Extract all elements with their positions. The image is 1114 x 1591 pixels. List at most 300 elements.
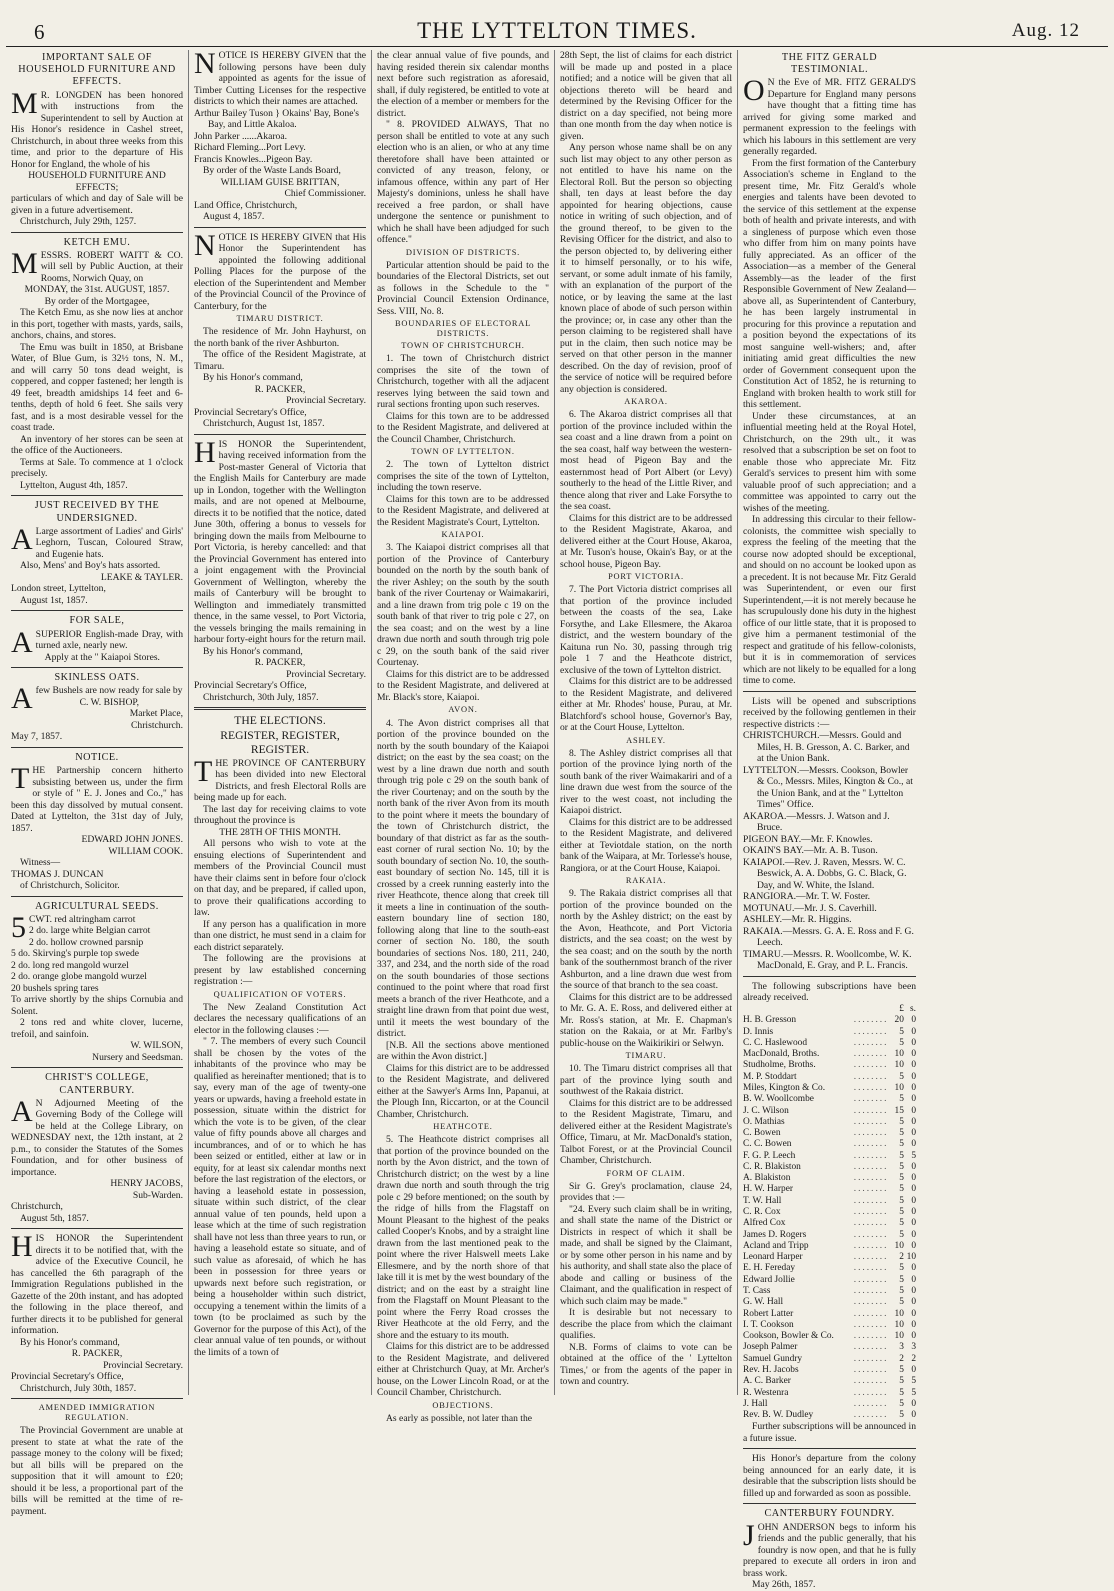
table-row [743,1342,916,1353]
oats-ad [11,672,183,743]
table-row [743,1399,916,1410]
ad-heading: IMPORTANT SALE OF HOUSEHOLD FURNITURE AND EFFECTS. [18,52,176,88]
divider [11,232,183,233]
list-item: LYTTELTON.—Messrs. Cookson, Bowler & Co., Messrs. Miles, Kington & Co., at the Union Bank, and at the " Lyttelton Times" Office. [743,764,913,811]
article-subheading: TOWN OF LYTTELTON. [411,447,515,457]
article-body: Sir G. Grey's proclamation, clause 24, provides that :— [560,1180,732,1204]
article-center-line: THE 28TH OF THIS MONTH. [219,826,341,838]
divider [743,976,916,977]
list-item: John Parker ......Akaroa. [194,130,287,142]
list-item: TIMARU.—Messrs. R. Woollcombe, W. K. MacDonald, E. Gray, and P. L. Francis. [743,948,912,972]
subscriber-name: A. C. Barker [743,1376,791,1387]
page-number: 6 [34,20,45,44]
shillings-value: 0 [911,1331,916,1342]
ad-office: Provincial Secretary's Office, [194,680,307,692]
article-body: Lists will be opened and subscriptions received by the following gentlemen in their respective districts :— [743,695,916,730]
pounds-value: 10 [894,1049,904,1060]
ad-signature: Sub-Warden. [132,1189,183,1201]
article-subheading: PORT VICTORIA. [608,572,684,582]
ad-body: N Adjourned Meeting of the Governing Body of the College will be held at the College Library, on WEDNESDAY next, the 12th instant, at 2 p.m., to consider the Statutes of the Somes Foundation, and for other business of importance. [11,1097,183,1178]
ad-body: HE Partnership concern hitherto subsisting between us, under the firm or style of " E. J. Jones and Co.," has been this day dissolved by mutual consent. Dated at Lyttelton, the 31st day of July, 1857. [11,765,183,834]
ad-date: May 7, 1857. [11,731,63,743]
list-item: CHRISTCHURCH.—Messrs. Gould and Miles, H. B. Gresson, A. C. Barker, and at the Union Bank. [743,730,910,765]
subscriber-name: Leonard Harper [743,1252,803,1263]
subscriber-name: T. W. Hall [743,1195,782,1206]
table-row [743,1027,916,1038]
column-2 [189,47,372,1395]
leader-dots: ........ [853,1364,889,1375]
ad-body: The Provincial Government are unable at present to state at what the rate of the passage money to the colony will be fixed; but all bills will be prepared on the supposition that it will amount to £20; should it be less, a proportional part of the bills will be remitted at the time of re-payment. [11,1425,183,1517]
article-subheading: AVON. [448,705,478,715]
ad-heading: SKINLESS OATS. [54,672,140,684]
divider [743,1503,916,1504]
ad-body: OHN ANDERSON begs to inform his friends and the public generally, that his foundry is now open, and that he is fully prepared to execute all orders in iron and brass work. [743,1521,916,1579]
list-item: OKAIN'S BAY.—Mr. A. B. Tuson. [743,845,878,857]
leader-dots: ........ [853,1015,889,1026]
ad-signature: Nursery and Seedsman. [92,1051,183,1063]
drop-cap: M [11,86,38,120]
foundry-ad [743,1508,916,1590]
list-item: RANGIORA.—Mr. T. W. Foster. [743,891,871,903]
ad-signature: C. W. BISHOP, [79,696,140,708]
pounds-value: 5 [899,1410,904,1421]
article-body: HE PROVINCE OF CANTERBURY has been divided into new Electoral Districts, and fresh Electoral Rolls are being made up for each. [194,757,366,804]
table-row [743,1072,916,1083]
leader-dots: ........ [853,1049,889,1060]
shillings-value: 0 [911,1410,916,1421]
subscriber-name: Alfred Cox [743,1218,786,1229]
article-body: Claims for this district are to be addressed to the Resident Magistrate, and delivered either at Mr. Rhodes' house, Purau, at Mr. Blatchford's school house, Governor's Bay, or at the Court House, Lyttelton. [560,676,732,734]
pounds-value: 5 [899,1139,904,1150]
list-item: Richard Fleming...Port Levy. [194,142,306,153]
subscriber-name: Robert Latter [743,1308,794,1319]
ad-signature: EDWARD JOHN JONES. [81,834,183,846]
subscriber-name: Joseph Palmer [743,1342,798,1353]
table-row [743,1184,916,1195]
leader-dots: ........ [853,1286,889,1296]
shillings-value: 0 [911,1071,916,1082]
subscriber-name: E. H. Fereday [743,1263,796,1274]
ad-body: Apply at the " Kaiapoi Stores. [44,651,160,663]
leader-dots: ........ [853,1308,889,1319]
article-body: [N.B. All the sections above mentioned are within the Avon district.] [377,1039,549,1063]
subscriber-name: J. Hall [743,1398,768,1409]
leader-dots: ........ [853,1026,889,1037]
article-body: " 7. The members of every such Council shall be chosen by the votes of the inhabitants of the province who may be qualified as hereinafter mentioned; that is to say, every man of the age of twenty-one years or upwards, having a freehold estate in possession, situate within the district for which the vote is to be given, of the clear value of fifty pounds above all charges and incumbrances, and of or to which he has been seized or entitled, either at law or in equity, for at least six calendar months next before the last registration of the electors, or having a leasehold estate in possession, situate within such district, of the clear annual value of ten pounds, held upon a lease which at the time of such registration shall have not less than three years to run, or having a leasehold estate so situate, and of such value as aforesaid, of which he has been in possession for three years or upwards next before such registration, or being a householder within such district, occupying a tenement within the limits of a town (to be proclaimed as such by the Governor for the purpose of this Act), of the clear annual value of ten pounds, or without the limits of a town of [194,1036,366,1358]
drop-cap: O [743,74,765,108]
ad-body: IS HONOR the Superintendent directs it to be notified that, with the advice of the Executive Council, he has cancelled the 6th paragraph of the Immigration Regulations published in the Gazette of the 20th instant, and has adopted the following in the place thereof, and further directs it to be published for general information. [11,1233,183,1337]
ad-body: An inventory of her stores can be seen at the office of the Auctioneers. [11,433,183,457]
table-row [743,1038,916,1049]
ad-body: Terms at Sale. To commence at 1 o'clock precisely. [11,456,183,480]
leader-dots: ........ [853,1376,889,1387]
article-body: In addressing this circular to their fellow-colonists, the committee wish specially to express the feeling of the meeting that the course now adopted should be exceptional, and should on no account be looked upon as a precedent. It is not because Mr. Fitz Gerald was Superintendent, or even our first Superintendent,—it is not merely because he has scrupulously done his duty in the highest office of our little state, that it is proposed to give him a permanent testimonial of the respect and gratitude of his fellow-colonists, but it is in commemoration of services which are not likely to be equalled for a long time to come. [743,514,916,687]
shillings-value: 0 [911,1139,916,1150]
subscriptions-table [743,1004,916,1421]
ad-office: Land Office, Christchurch, [194,199,298,211]
divider [11,896,183,897]
divider [11,610,183,611]
leader-dots: ........ [853,1150,889,1161]
table-row [743,1162,916,1173]
ad-body: SUPERIOR English-made Dray, with turned axle, nearly new. [35,628,183,652]
table-row [743,1286,916,1297]
article-body: " 8. PROVIDED ALWAYS, That no person shall be entitled to vote at any such election who is an alien, or who at any time theretofore shall have been attainted or convicted of any treason, felony, or infamous offence, within any part of Her Majesty's dominions, unless he shall have received a free pardon, or shall have undergone the sentence or punishment to which he shall have been adjudged for such offence." [377,119,549,245]
subscriber-name: A. Blakiston [743,1173,791,1184]
table-header-row [743,1004,916,1015]
table-row [743,1331,916,1342]
article-body: The following subscriptions have been already received. [743,980,916,1004]
leader-dots: ........ [853,1353,889,1364]
article-body: the clear annual value of five pounds, and having resided therein six calendar months next before such registration as aforesaid, shall, if duly registered, be entitled to vote at the election of a member or members for the district. [377,50,549,119]
ad-date: Christchurch, August 1st, 1857. [203,418,325,430]
ad-signature: Chief Commissioner. [284,188,366,199]
article-body: The following are the provisions at present by law established concerning registration :— [194,953,366,988]
pounds-value: 10 [894,1308,904,1319]
divider [11,747,183,748]
table-row [743,1376,916,1387]
ad-signature: LEAKE & TAYLER. [100,571,183,583]
divider [11,495,183,496]
agent-list [194,108,366,166]
leader-dots: ........ [853,1105,889,1116]
article-body: Claims for this district are to be addressed to the Resident Magistrate, and delivered at Mr. Black's store, Kaiapoi. [377,668,549,703]
article-subheading: OBJECTIONS. [432,1400,494,1410]
drop-cap: A [11,522,33,556]
article-subheading: QUALIFICATION OF VOTERS. [213,989,347,999]
subscriber-name: C. R. Blakiston [743,1161,801,1172]
ad-address: Christchurch. [131,719,183,731]
subscriber-name: J. C. Wilson [743,1105,789,1116]
drop-cap: M [11,246,38,280]
subscriber-name: F. G. P. Leech [743,1150,796,1161]
pounds-value: 5 [899,1387,904,1398]
timber-licence-notice [194,47,366,223]
ad-witness-of: of Christchurch, Solicitor. [20,880,120,892]
ad-signature: W. WILSON, [130,1040,183,1052]
ad-body: 2 tons red and white clover, lucerne, trefoil, and sainfoin. [11,1017,183,1040]
divider [11,1228,183,1229]
table-row [743,1309,916,1320]
leader-dots: ........ [853,1342,889,1353]
shillings-value: 0 [911,1116,916,1127]
leader-dots: ........ [853,1128,889,1139]
ad-body: OTICE IS HEREBY GIVEN that His Honor the Superintendent has appointed the following additional Polling Places for the purpose of the election of the Superintendent and Member of the Provincial Council of the Province of Canterbury, for the [194,231,366,312]
article-body: 28th Sept, the list of claims for each district will be made up and posted in a place notified; and a notice will be given that all objections thereto will be heard and determined by the Revising Officer for the district on a day specified, not being more than one month from the day when notice is given. [560,50,732,142]
ad-heading: FOR SALE, [69,615,125,627]
leader-dots: ........ [853,1274,889,1285]
ad-body: To arrive shortly by the ships Cornubia and Solent. [11,994,183,1017]
ad-heading: NOTICE. [75,751,119,763]
leader-dots: ........ [853,1161,889,1172]
table-row [743,1128,916,1139]
ad-date: May 26th, 1857. [752,1579,816,1591]
leader-dots: ........ [853,1252,889,1263]
pounds-value: 10 [894,1060,904,1071]
ad-body: OTICE IS HEREBY GIVEN that the following persons have been duly appointed as agents for the issue of Timber Cutting Licenses for the respective districts to which their names are attached. [194,50,366,107]
immigration-notice [11,1230,183,1394]
shillings-value: 0 [911,1274,916,1285]
pounds-value: 10 [894,1082,904,1093]
subscriber-name: B. W. Woollcombe [743,1094,814,1105]
subscriber-name: Samuel Gundry [743,1353,803,1364]
shillings-value: 0 [911,1105,916,1116]
pounds-value: 5 [899,1116,904,1127]
article-body: 6. The Akaroa district comprises all that portion of the province included within the sea coast and a line drawn from a point on the sea coast, half way between the western-most head of Pigeon Bay and the easternmost head of Port Albert (or Levy) southerly to the head of the Little River, and thence along that river and Lake Forsythe to the sea coast. [560,409,732,513]
shillings-value: 0 [911,1184,916,1195]
article-subheading: TOWN OF CHRISTCHURCH. [401,341,525,351]
column-4 [555,50,738,1395]
ad-center-line: HOUSEHOLD FURNITURE AND EFFECTS; [28,170,166,193]
pounds-value: 5 [899,1184,904,1195]
table-row [743,1173,916,1184]
article-body: The last day for receiving claims to vote throughout the province is [194,803,366,827]
drop-cap: N [194,228,216,262]
article-body: The New Zealand Constitution Act declares the necessary qualifications of an elector in the following clauses :— [194,1001,366,1036]
ad-body: R. LONGDEN has been honored with instructions from the Superintendent to sell by Auction at His Honor's residence in Cashel street, Christchurch, in about three weeks from this time, and prior to the departure of His Honor for England, the whole of his [11,89,183,170]
shillings-value: 0 [911,1195,916,1206]
leader-dots: ........ [853,1398,889,1409]
ad-heading: AMENDED IMMIGRATION REGULATION. [38,1403,156,1423]
ad-address: Market Place, [129,708,183,720]
list-item: 20 bushels spring tares [11,982,99,994]
ad-by: By his Honor's command, [203,372,303,384]
article-body: Claims for this town are to be addressed to the Resident Magistrate, and delivered at the Council Chamber, Christchurch. [377,410,549,445]
subscriber-name: Rev. H. Jacobs [743,1364,799,1375]
shillings-value: 0 [911,1218,916,1229]
article-heading: REGISTER, REGISTER, REGISTER. [220,728,340,756]
subscriber-name: C. C. Bowen [743,1139,792,1150]
subscriber-name: H. W. Harper [743,1184,793,1195]
pounds-value: 5 [899,1161,904,1172]
article-body: 4. The Avon district comprises all that portion of the province bounded on the north by the south boundary of the Kaiapoi district; on the east by the sea coast; on the west by a line drawn due north and south through trig pole c 29 on the south bank of the river Courtenay; and on the south by the north bank of the river Avon from its mouth to the point where it meets the boundary of the town of Christchurch district, the boundary of that district as far as the south-east corner of rural section No. 10; by the south boundary of section No. 10, the south-east boundary of section No. 145, till it is crossed by a creek running easterly into the river Heathcote, thence along that creek till it meets a line in continuation of the south-eastern boundary line of section 180, following along that line to the south-east corner of section No. 180, the south boundaries of sections Nos. 180, 211, 240, 337, and 234, and the north side of the road on the south boundaries of those sections continued to the point where that road first meets a branch of the river Heathcote, and a straight line drawn from that point due west, until it meets the west boundary of the district. [377,717,549,1040]
columns [6,47,1108,1591]
table-row [743,1320,916,1331]
column-5 [738,50,921,1591]
leader-dots: ........ [853,1410,889,1421]
subscriber-name: O. Mathias [743,1116,785,1127]
ad-by: By his Honor's command, [20,1336,120,1348]
shillings-value: 0 [911,1049,916,1060]
ad-heading: AGRICULTURAL SEEDS. [35,900,159,912]
subscriber-name: Rev. B. W. Dudley [743,1410,814,1421]
pounds-value: 5 [899,1094,904,1105]
ad-date: August 1st, 1857. [20,594,88,606]
list-item: 5 do. Skirving's purple top swede [11,948,140,960]
list-item: AKAROA.—Messrs. J. Watson and J. Bruce. [743,810,890,834]
article-body: If any person has a qualification in more than one district, he must send in a claim for each district separately. [194,918,366,953]
shillings-value: 0 [911,1173,916,1184]
pounds-value: 2 [899,1353,904,1364]
ad-signature: Provincial Secretary. [286,668,366,680]
shillings-value: 3 [911,1342,916,1353]
leader-dots: ........ [853,1071,889,1082]
drop-cap: T [194,754,213,788]
ad-signature: HENRY JACOBS, [110,1178,183,1190]
ad-signature: R. PACKER, [254,383,306,395]
list-item: Arthur Bailey Tuson } Okains' Bay, Bone's Bay, and Little Akaloa. [194,107,359,130]
ketch-emu-ad [11,237,183,492]
article-body: Any person whose name shall be on any such list may object to any other person as not entitled to have his name on the Electoral Roll. But the person so objecting shall, ten days at least before the day appointed for hearing objections, cause notice in writing of such objection, and of the ground thereof, to be given to the Revising Officer for the district, and also to the person objected to, by delivering either it to himself personally, or to his wife, servant, or some adult inmate of his family, with an explanation of the purport of the notice, or by leaving the same at the last known place of abode of such person within the province; or, in case any other than the person claiming to be registered shall have put in the claim, then such notice may be served on that other person in the manner described. On the day of revision, proof of the service of notice will be required before any objection is considered. [560,142,732,395]
ad-body: particulars of which and day of Sale will be given in a future advertisement. [11,193,183,216]
leader-dots: ........ [853,1297,889,1308]
pounds-value: 5 [899,1195,904,1206]
article-body: Claims for this town are to be addressed to the Resident Magistrate, and delivered at the Resident Magistrate's Court, Lyttelton. [377,493,549,528]
list-item: 2 do. long red mangold wurzel [11,959,129,971]
leader-dots: ........ [853,1331,889,1342]
ad-witness: Witness— [20,857,61,869]
leader-dots: ........ [853,1229,889,1240]
article-subheading: FORM OF CLAIM. [606,1168,686,1178]
subscriber-name: Miles, Kington & Co. [743,1082,826,1093]
article-heading: THE FITZ GERALD TESTIMONIAL. [781,52,878,76]
subscriber-name: R. Westenra [743,1387,789,1398]
list-item: KAIAPOI.—Rev. J. Raven, Messrs. W. C. Beswick, A. A. Dobbs, G. C. Black, G. Day, and W. White, the Island. [743,856,907,891]
pounds-value: 5 [899,1297,904,1308]
ad-body: Large assortment of Ladies' and Girls' Leghorn, Tuscan, Coloured Straw, and Eugenie hats. [35,525,183,560]
article-subheading: RAKAIA. [625,876,667,886]
issue-date: Aug. 12 [1011,20,1080,41]
article-subheading: HEATHCOTE. [433,1122,493,1132]
article-subheading: KAIAPOI. [441,530,485,540]
article-subheading: ASHLEY. [626,735,666,745]
article-body: Further subscriptions will be announced in a future issue. [743,1421,916,1444]
article-body: It is desirable but not necessary to describe the place from which the claimant qualifies. [560,1307,732,1342]
article-body: His Honor's departure from the colony being announced for an early date, it is desirable that the subscription lists should be filled up and forwarded as soon as possible. [743,1453,916,1499]
article-body: Claims for this district are to be addressed to the Resident Magistrate, Timaru, and delivered either at the Resident Magistrate's Office, Timaru, at Mr. MacDonald's station, Talbot Forest, or at the Provincial Council Chamber, Christchurch. [560,1097,732,1167]
dray-for-sale-ad [11,615,183,663]
article-body: 9. The Rakaia district comprises all that portion of the province bounded on the north by the Ashley district; on the east by the Avon, Heathcote, and Port Victoria districts, and the sea coast; on the west by the sea coast; and on the south by the north bank of the southernmost branch of the river Ashburton, and a line drawn due west from the source of that branch to the sea coast. [560,888,732,992]
divider [194,434,366,435]
immigration-regulation [11,1403,183,1517]
list-item: ASHLEY.—Mr. R. Higgins. [743,914,852,926]
ad-signature: WILLIAM GUISE BRITTAN, [220,176,340,188]
ad-date: Christchurch, July 30th, 1857. [20,1382,137,1394]
pounds-value: 5 [899,1037,904,1048]
college-meeting-notice [11,1072,183,1224]
list-item: MOTUNAU.—Mr. J. S. Caverhill. [743,902,877,914]
furniture-sale-ad [11,52,183,228]
table-row [743,1106,916,1117]
pounds-value: 5 [899,1376,904,1387]
leader-dots: ........ [853,1060,889,1071]
pounds-value: 5 [899,1364,904,1375]
article-body: Claims for this district are to be addressed to the Resident Magistrate, Akaroa, and delivered either at the Court House, Akaroa, at Mr. Tuson's house, Okain's Bay, or at the school house, Pigeon Bay. [560,512,732,570]
pounds-value: 5 [899,1207,904,1218]
shillings-value: 5 [911,1376,916,1387]
article-body: Under these circumstances, at an influential meeting held at the Royal Hotel, Christchurch, on the 29th ult., it was resolved that a subscription be set on foot to enable those who appreciate Mr. Fitz Gerald's services to present him with some valuable proof of such appreciation; and a committee was appointed to carry out the wishes of the meeting. [743,410,916,514]
pounds-value: 2 [899,1252,904,1263]
article-body: As early as possible, not later than the [386,1412,533,1424]
article-body: 10. The Timaru district comprises all that part of the province lying south and southwest of the Rakaia district. [560,1063,732,1098]
ad-date: Christchurch, July 29th, 1257. [20,216,137,228]
shillings-value: 0 [911,1319,916,1330]
article-body: 1. The town of Christchurch district comprises the site of the town of Christchurch, together with all the adjacent reserves lying between the said town and rural sections fronting upon such reserves. [377,353,549,411]
partnership-notice [11,752,183,892]
drop-cap: A [11,682,33,716]
article-body: 5. The Heathcote district comprises all that portion of the province bounded on the north by the Avon district, and the town of Christchurch district; on the west by a line drawn due north and south through the trig pole c 29 before mentioned; on the south by the ridge of hills from the Flagstaff on Mount Pleasant to the highest of the peaks called Cooper's Knobs, and by a straight line drawn from the last mentioned peak to the point where the river Halswell meets Lake Ellesmere, and by the north shore of that lake till it is met by the west boundary of the district; and on the east by a straight line from the Flagstaff on Mount Pleasant to the point where the Ferry Road crosses the River Heathcote at the old Ferry, and the shore and the estuary to its mouth. [377,1134,549,1341]
subscriber-name: C. C. Haslewood [743,1037,808,1048]
ad-signature: Provincial Secretary. [286,395,366,407]
subscriber-name: T. Cass [743,1286,771,1296]
subscriber-name: James D. Rogers [743,1229,807,1240]
shillings-value: 0 [911,1398,916,1409]
article-body: From the first formation of the Canterbury Association's scheme in England to the present time, Mr. Fitz Gerald's whole energies and talents have been devoted to the service of this settlement at the expense both of health and private interests, and with a singleness of purpose which even those who differ from him on many points have fully appreciated. As an officer of the Association—as a member of the General Assembly—as the leader of the first Responsible Government of New Zealand—above all, as Superintendent of Canterbury, he has been largely instrumental in procuring for this province a reputation and a position beyond the expectations of its most sanguine well-wishers; and, after initiating amid great difficulties the new order of Government consequent upon the Constitution Act of 1852, he is returning to England with broken health to work still for this settlement. [743,157,916,411]
ad-date: August 4, 1857. [203,211,265,222]
ad-place: Christchurch, [11,1201,63,1213]
article-body: 7. The Port Victoria district comprises all that portion of the province included between the coasts of the sea, Lake Forsythe, and Lake Ellesmere, the Akaroa district, and the western boundary of the Kaituna run No. 30, passing through trig pole 1 7 and the Heathcote district, exclusive of the town of Lyttelton district. [560,584,732,676]
pounds-value: 5 [899,1071,904,1082]
article-body: Claims for this district are to be addressed to the Resident Magistrate, and delivered either at Christchurch Quay, at Mr. Archer's house, on the Lower Lincoln Road, or at the Council Chamber, Christchurch. [377,1341,549,1399]
leader-dots: ........ [853,1240,889,1251]
ad-date: August 5th, 1857. [20,1212,89,1224]
ad-date: Christchurch, 30th July, 1857. [203,691,319,703]
ad-order: By order of the Mortgagee, [44,295,150,307]
shillings-value: 0 [911,1060,916,1071]
drop-cap: T [11,762,30,796]
shillings-value: 0 [911,1308,916,1319]
pounds-value: 5 [899,1218,904,1229]
ad-body: The Ketch Emu, as she now lies at anchor in this port, together with masts, yards, sails, anchors, chains, and stores. [11,307,183,342]
shillings-value: 0 [911,1026,916,1037]
shillings-value: 0 [911,1082,916,1093]
ad-body: The residence of Mr. John Hayhurst, on the north bank of the river Ashburton. [194,326,366,349]
pounds-value: 5 [899,1263,904,1274]
subscriber-name: M. P. Stoddart [743,1071,797,1082]
pounds-header: £ [899,1003,904,1014]
shillings-value: 10 [906,1252,916,1263]
article-body: N.B. Forms of claims to vote can be obtained at the office of the ' Lyttelton Times,' or from the agents of the paper in town and country. [560,1341,732,1388]
ad-signature: R. PACKER, [254,657,306,669]
shillings-value: 2 [911,1353,916,1364]
table-row [743,1196,916,1207]
seeds-ad [11,901,183,1064]
pounds-value: 10 [894,1319,904,1330]
shillings-value: 0 [911,1128,916,1139]
leader-dots: ........ [853,1319,889,1330]
pounds-value: 5 [899,1173,904,1184]
article-body: Claims for this district are to be addressed to the Resident Magistrate, and delivered either at Teviotdale station, on the north bank of the Waipara, at Mr. Torlesse's house, Rangiora, or at the Court House, Kaiapoi. [560,816,732,874]
article-body: N the Eve of MR. FITZ GERALD'S Departure for England many persons have thought that a fitting time has arrived for giving some marked and permanent expression to the feelings with which his labours in this settlement are very generally regarded. [743,77,916,158]
subscriber-name: Studholme, Broths. [743,1060,816,1071]
article-body: Particular attention should be paid to the boundaries of the Electoral Districts, set out as follows in the Schedule to the " Provincial Council Extension Ordinance, Sess. VIII, No. 8. [377,259,549,317]
subscriber-name: D. Innis [743,1026,774,1037]
divider [743,691,916,692]
pounds-value: 5 [899,1150,904,1161]
ad-date: Lyttelton, August 4th, 1857. [20,479,128,491]
table-row [743,1275,916,1286]
hats-ad [11,500,183,606]
leader-dots: ........ [853,1387,889,1398]
drop-cap: A [11,625,33,659]
leader-dots: ........ [853,1218,889,1229]
article-body: "24. Every such claim shall be in writing, and shall state the name of the District or Districts in respect of which it shall be made, and shall be signed by the Claimant, or by some other person in his name and by his authority, and shall state also the place of abode and calling or business of the Claimant, and the qualification in respect of which such claim may be made." [560,1203,732,1307]
subscriber-name: C. Bowen [743,1128,781,1139]
masthead [6,0,1108,47]
article-heading: THE ELECTIONS. [234,714,326,728]
ad-body: The office of the Resident Magistrate, at Timaru. [194,349,366,372]
list-item: CWT. red altringham carrot [29,913,136,925]
table-row [743,1354,916,1365]
ad-signature: R. PACKER, [71,1348,123,1360]
table-row [743,1252,916,1263]
article-subheading: DIVISION OF DISTRICTS. [405,247,521,257]
ad-office: Provincial Secretary's Office, [11,1371,124,1383]
pounds-value: 10 [894,1331,904,1342]
ad-heading: CANTERBURY FOUNDRY. [764,1508,895,1520]
article-subheading: BOUNDARIES OF ELECTORAL DISTRICTS. [395,319,531,339]
pounds-value: 20 [894,1015,904,1026]
